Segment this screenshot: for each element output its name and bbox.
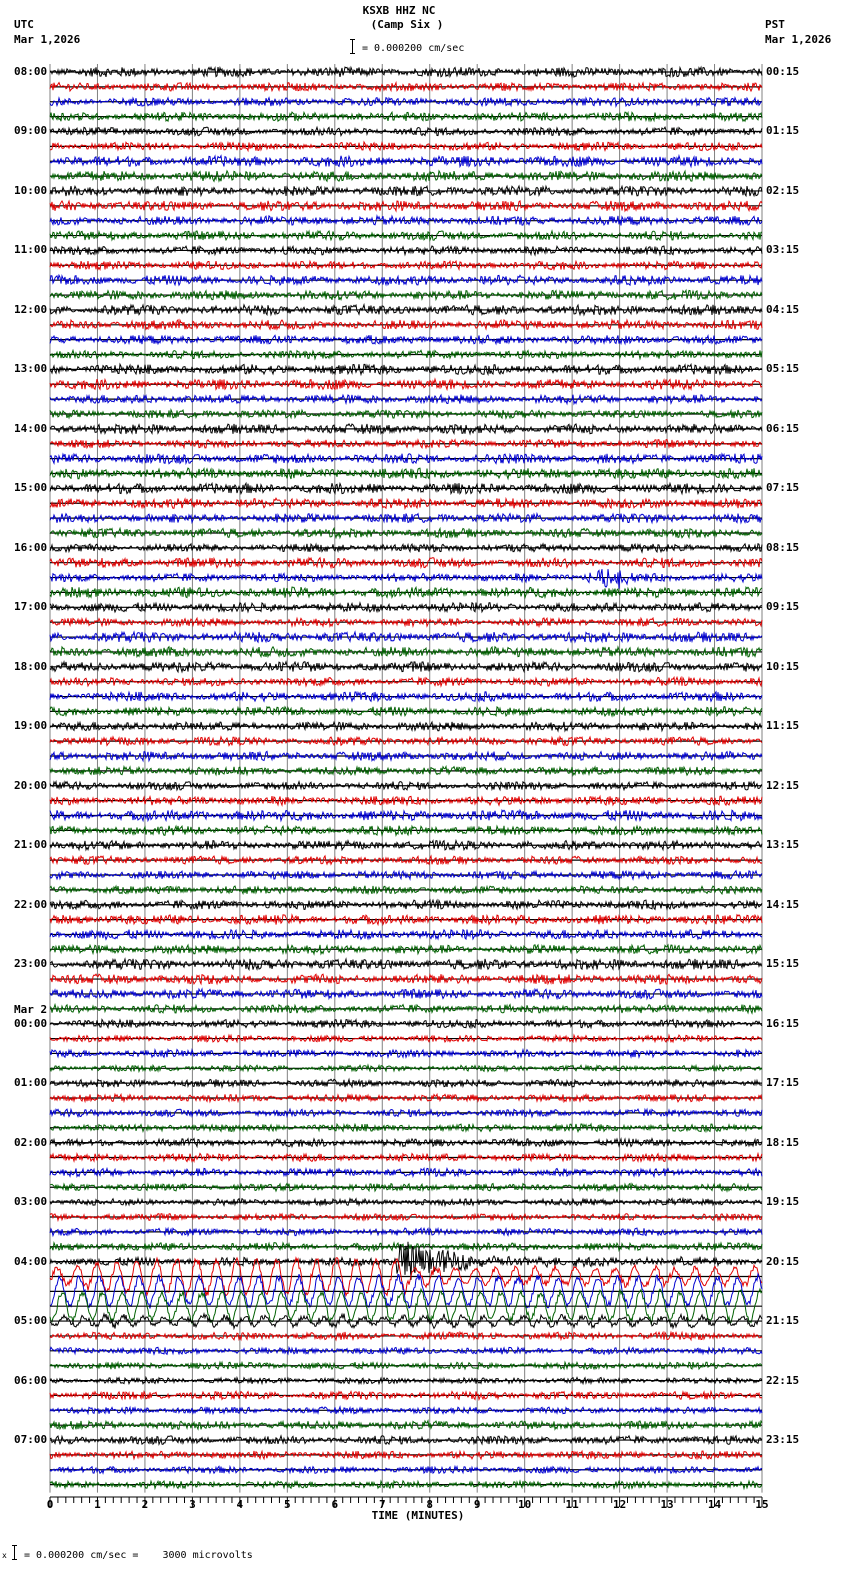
x-tick-label: 1	[94, 1498, 101, 1511]
x-tick-label: 5	[284, 1498, 291, 1511]
utc-hour-label: 12:00	[14, 302, 48, 316]
utc-hour-label: 04:00	[14, 1254, 48, 1268]
seismic-trace	[50, 569, 762, 588]
pst-hour-label: 04:15	[766, 302, 800, 316]
utc-hour-label: 22:00	[14, 897, 48, 911]
pst-hour-label: 05:15	[766, 362, 800, 376]
x-tick-label: 15	[755, 1498, 769, 1511]
x-tick-label: 8	[426, 1498, 434, 1511]
x-tick-label: 14	[707, 1498, 722, 1511]
utc-hour-label: 07:00	[14, 1433, 48, 1447]
seismic-trace	[50, 662, 762, 672]
utc-hour-label: 19:00	[14, 719, 48, 733]
utc-hour-label: 02:00	[14, 1135, 48, 1149]
utc-hour-label: 16:00	[14, 540, 48, 554]
x-tick-label: 11	[565, 1498, 579, 1511]
pst-hour-label: 18:15	[766, 1135, 800, 1149]
pst-hour-label: 20:15	[766, 1254, 800, 1268]
utc-hour-label: 08:00	[14, 65, 48, 78]
x-tick-label: 7	[378, 1498, 386, 1511]
utc-hour-label: 01:00	[14, 1076, 48, 1090]
right-timezone: PST	[765, 18, 785, 31]
pst-hour-label: 01:15	[766, 124, 800, 138]
x-tick-label: 10	[518, 1498, 532, 1511]
scale-label: = 0.000200 cm/sec	[362, 43, 465, 54]
pst-hour-label: 12:15	[766, 778, 800, 792]
x-tick-label: 3	[189, 1498, 196, 1511]
footer-scale-label: = 0.000200 cm/sec = 3000 microvolts	[24, 1550, 253, 1561]
pst-hour-label: 22:15	[766, 1373, 800, 1387]
x-tick-label: 0	[46, 1498, 54, 1511]
x-tick-label: 13	[660, 1498, 674, 1511]
utc-hour-label: 23:00	[14, 957, 48, 971]
utc-hour-label: 10:00	[14, 183, 48, 197]
pst-hour-label: 11:15	[766, 719, 800, 733]
utc-hour-label: 14:00	[14, 421, 48, 435]
seismic-trace	[50, 98, 762, 107]
utc-hour-label: 20:00	[14, 778, 48, 792]
left-date: Mar 1,2026	[14, 33, 81, 46]
station-location: (Camp Six )	[370, 18, 444, 31]
pst-hour-label: 08:15	[766, 540, 800, 554]
utc-hour-label: 06:00	[14, 1373, 48, 1387]
utc-hour-label: 03:00	[14, 1195, 48, 1209]
pst-hour-label: 02:15	[766, 183, 800, 197]
pst-hour-label: 19:15	[766, 1195, 800, 1209]
x-tick-label: 6	[331, 1498, 339, 1511]
seismic-trace	[50, 587, 762, 598]
footer-marker: x	[2, 1551, 7, 1560]
pst-hour-label: 10:15	[766, 659, 800, 673]
pst-hour-label: 09:15	[766, 600, 800, 614]
date-change-label: Mar 2	[14, 1003, 48, 1016]
x-tick-label: 9	[473, 1498, 481, 1511]
utc-hour-label: 21:00	[14, 838, 48, 852]
utc-hour-label: 15:00	[14, 481, 48, 495]
utc-hour-label: 05:00	[14, 1314, 48, 1328]
utc-hour-label: 17:00	[14, 600, 48, 614]
utc-hour-label: 09:00	[14, 124, 48, 138]
pst-hour-label: 13:15	[766, 838, 800, 852]
seismic-trace	[50, 1407, 762, 1414]
seismic-trace	[50, 186, 762, 196]
pst-hour-label: 23:15	[766, 1433, 800, 1447]
pst-hour-label: 14:15	[766, 897, 800, 911]
utc-hour-label: 11:00	[14, 243, 48, 257]
pst-hour-label: 07:15	[766, 481, 800, 495]
seismic-trace	[50, 796, 762, 805]
pst-hour-label: 17:15	[766, 1076, 800, 1090]
utc-hour-label: 00:00	[14, 1016, 48, 1030]
x-tick-label: 12	[612, 1498, 627, 1511]
seismic-trace	[50, 142, 762, 151]
x-axis-label: TIME (MINUTES)	[371, 1509, 465, 1522]
pst-hour-label: 03:15	[766, 243, 800, 257]
seismic-trace	[50, 1362, 762, 1369]
x-tick-label: 2	[141, 1498, 149, 1511]
seismic-trace	[50, 544, 762, 552]
pst-hour-label: 16:15	[766, 1016, 800, 1030]
left-timezone: UTC	[14, 18, 34, 31]
pst-hour-label: 06:15	[766, 421, 800, 435]
pst-hour-label: 21:15	[766, 1314, 800, 1328]
seismic-trace	[50, 959, 762, 970]
station-title: KSXB HHZ NC	[362, 4, 436, 17]
utc-hour-label: 13:00	[14, 362, 48, 376]
footer-scale-bar-icon	[14, 1545, 20, 1560]
utc-hour-label: 18:00	[14, 659, 48, 673]
right-date: Mar 1,2026	[765, 33, 832, 46]
x-tick-label: 4	[236, 1498, 244, 1511]
seismic-trace	[50, 722, 762, 731]
pst-hour-label: 00:15	[766, 65, 800, 78]
pst-hour-label: 15:15	[766, 957, 800, 971]
